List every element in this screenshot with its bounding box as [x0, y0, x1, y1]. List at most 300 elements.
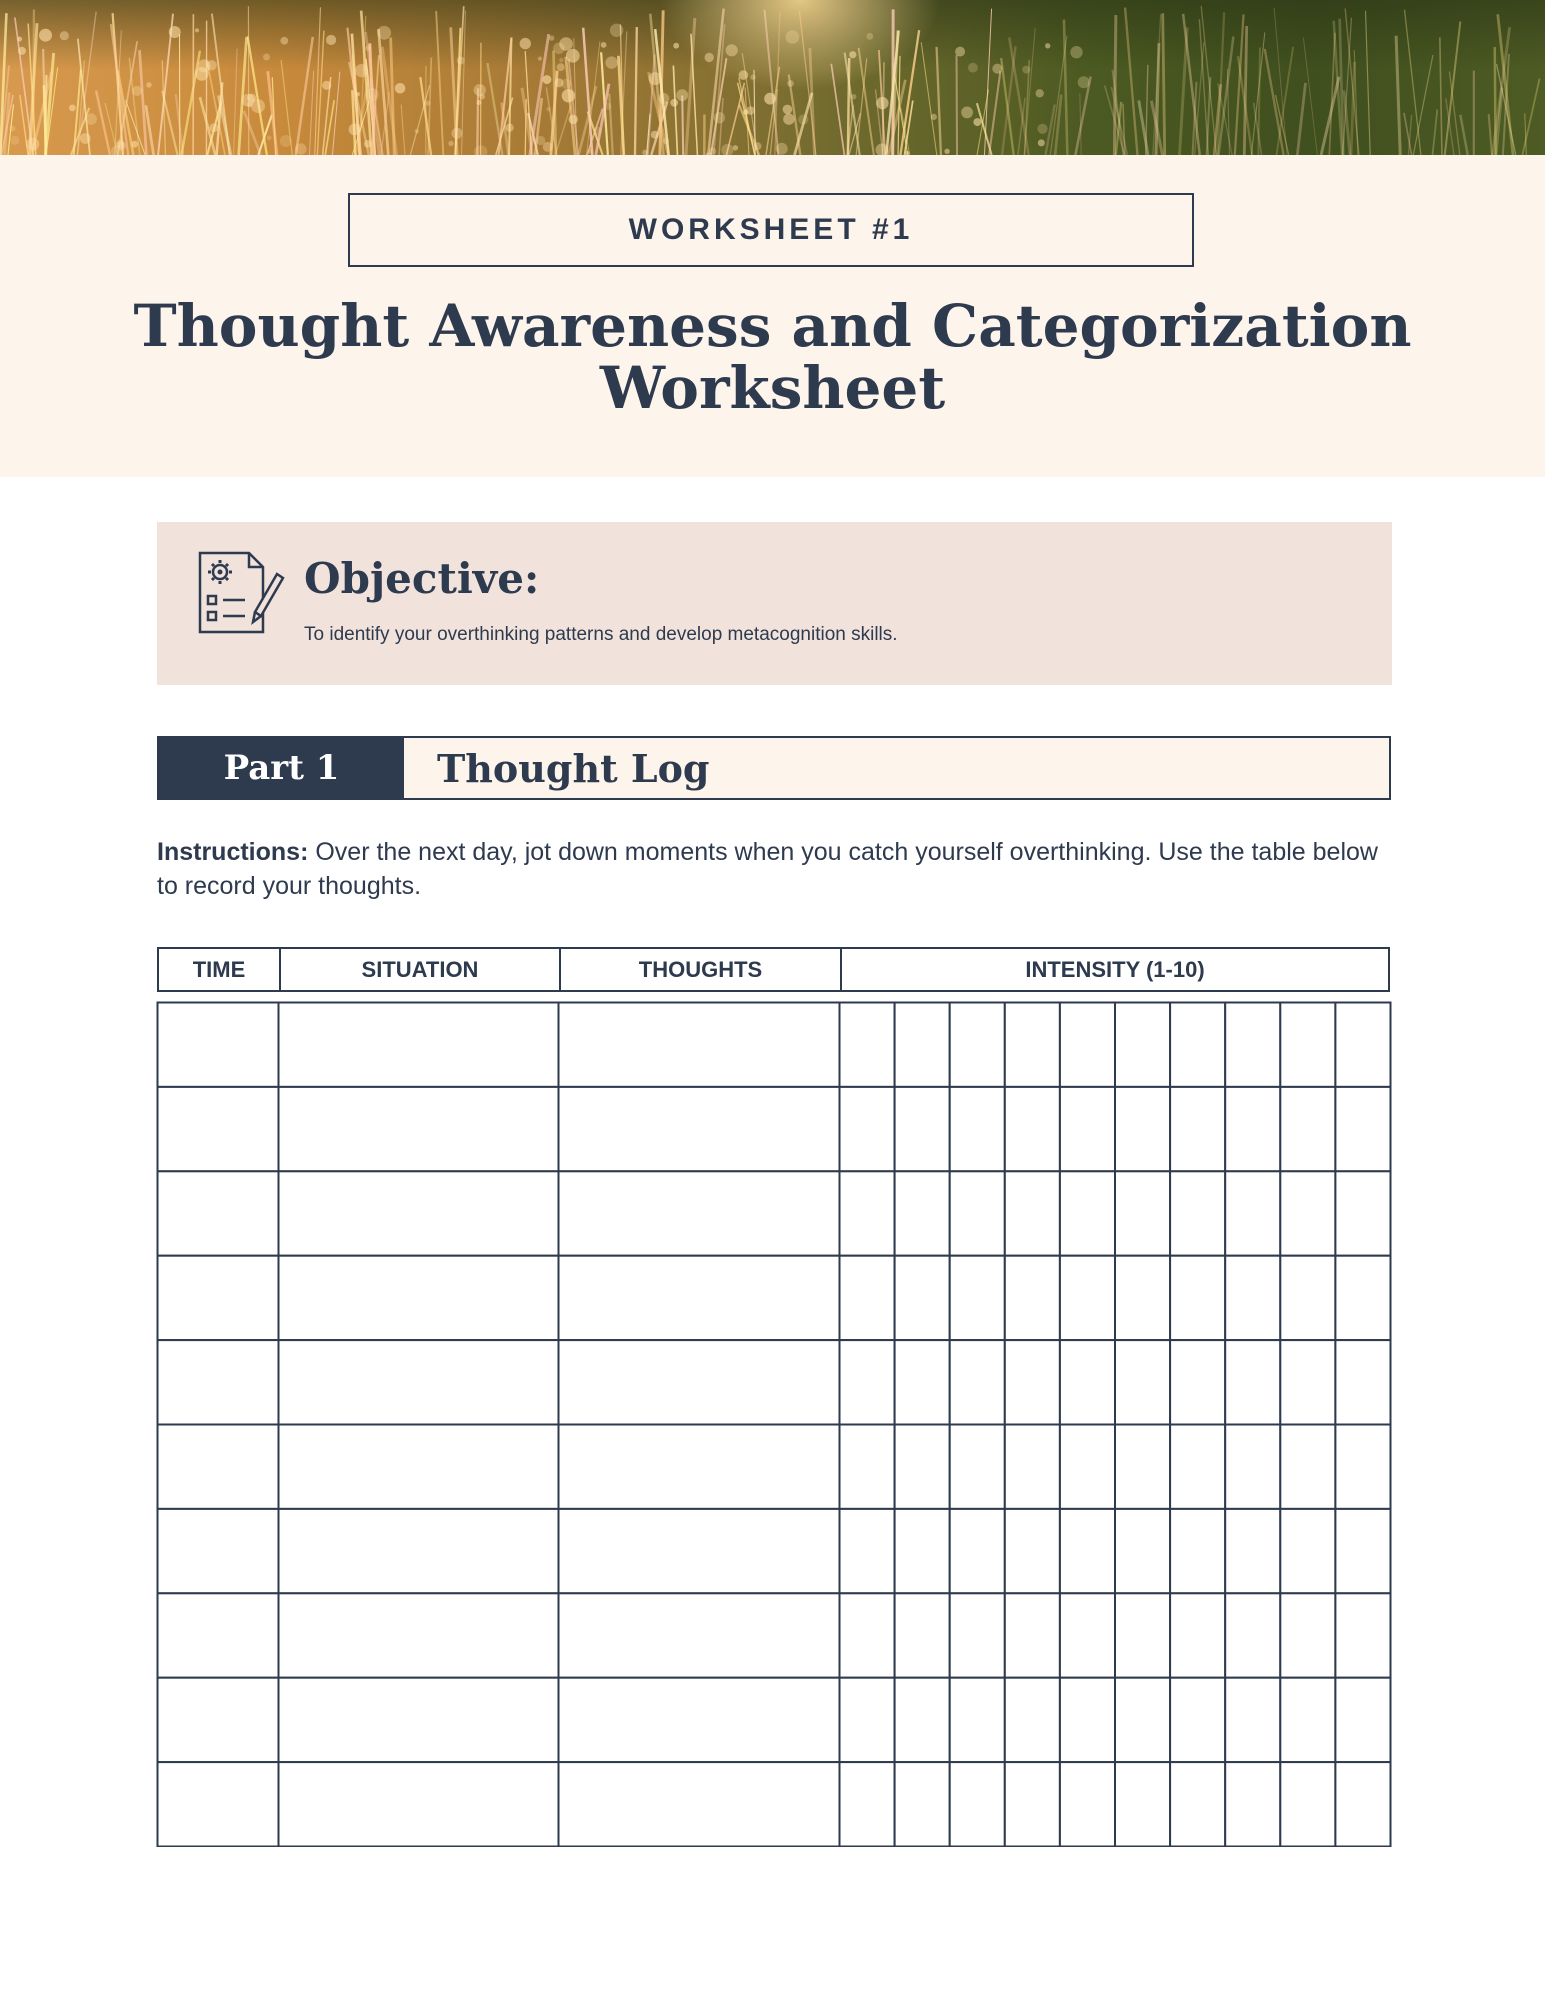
intensity-cell[interactable]	[1170, 1087, 1225, 1171]
situation-cell[interactable]	[279, 1593, 559, 1677]
thoughts-cell[interactable]	[559, 1425, 840, 1509]
grass-stroke	[315, 7, 321, 155]
intensity-cell[interactable]	[1225, 1762, 1280, 1846]
grass-stroke	[635, 27, 637, 155]
grass-seed-head	[1070, 46, 1082, 58]
grass-seed-head	[263, 54, 270, 61]
intensity-cell[interactable]	[1060, 1762, 1115, 1846]
grass-stroke	[1413, 55, 1433, 155]
grass-seed-head	[931, 114, 937, 120]
grass-stroke	[775, 11, 780, 155]
grass-stroke	[1125, 8, 1137, 155]
grass-seed-head	[377, 26, 391, 40]
grass-seed-head	[786, 30, 800, 44]
grass-seed-head	[146, 82, 151, 87]
grass-seed-head	[85, 113, 97, 125]
grass-seed-head	[206, 60, 216, 70]
title-line-1: Thought Awareness and Categorization	[133, 292, 1412, 360]
intensity-cell[interactable]	[1335, 1003, 1390, 1087]
intensity-cell[interactable]	[1280, 1678, 1335, 1762]
grass-stroke	[831, 64, 844, 155]
grass-stroke	[1525, 113, 1527, 155]
intensity-cell[interactable]	[840, 1003, 895, 1087]
grass-stroke	[401, 104, 405, 155]
objective-text: To identify your overthinking patterns and develop metacognition skills.	[304, 624, 898, 645]
grass-seed-head	[1022, 66, 1030, 74]
grass-seed-head	[787, 80, 794, 87]
situation-cell[interactable]	[279, 1087, 559, 1171]
intensity-cell[interactable]	[950, 1678, 1005, 1762]
intensity-cell[interactable]	[1170, 1256, 1225, 1340]
grass-stroke	[1002, 46, 1015, 155]
intensity-cell[interactable]	[1005, 1087, 1060, 1171]
grass-stroke	[848, 58, 849, 155]
intensity-cell[interactable]	[1335, 1256, 1390, 1340]
grass-seed-head	[849, 51, 856, 58]
grass-seed-head	[705, 53, 714, 62]
intensity-cell[interactable]	[1060, 1678, 1115, 1762]
grass-seed-head	[505, 124, 513, 132]
grass-seed-head	[961, 107, 973, 119]
grass-field-image	[0, 0, 1545, 155]
intensity-cell[interactable]	[1225, 1003, 1280, 1087]
time-cell[interactable]	[158, 1509, 279, 1593]
intensity-cell[interactable]	[1005, 1509, 1060, 1593]
grass-seed-head	[195, 28, 199, 32]
intensity-cell[interactable]	[1335, 1509, 1390, 1593]
grass-seed-head	[649, 72, 662, 85]
intensity-cell[interactable]	[950, 1256, 1005, 1340]
grass-stroke	[332, 72, 339, 155]
grass-seed-head	[658, 93, 669, 104]
grass-stroke	[1024, 28, 1035, 155]
grass-seed-head	[474, 84, 486, 96]
grass-seed-head	[733, 145, 738, 150]
intensity-cell[interactable]	[1060, 1171, 1115, 1255]
intensity-cell[interactable]	[950, 1087, 1005, 1171]
thoughts-cell[interactable]	[559, 1003, 840, 1087]
intensity-cell[interactable]	[1170, 1425, 1225, 1509]
grass-stroke	[1055, 94, 1061, 155]
intensity-cell[interactable]	[1005, 1256, 1060, 1340]
intensity-cell[interactable]	[1060, 1003, 1115, 1087]
grass-seed-head	[451, 128, 462, 139]
worksheet-label: WORKSHEET #1	[348, 193, 1194, 267]
part-label: Part 1	[159, 738, 404, 798]
intensity-cell[interactable]	[1115, 1340, 1170, 1424]
intensity-cell[interactable]	[1060, 1087, 1115, 1171]
grass-seed-head	[714, 112, 725, 123]
grass-seed-head	[26, 138, 39, 151]
grass-seed-head	[477, 100, 482, 105]
grass-seed-head	[169, 26, 181, 38]
grass-stroke	[648, 54, 655, 155]
grass-seed-head	[10, 136, 19, 145]
grass-stroke	[234, 48, 237, 155]
intensity-cell[interactable]	[1280, 1003, 1335, 1087]
intensity-cell[interactable]	[1005, 1003, 1060, 1087]
grass-stroke	[525, 99, 526, 155]
intensity-cell[interactable]	[895, 1003, 950, 1087]
intensity-cell[interactable]	[895, 1256, 950, 1340]
intensity-cell[interactable]	[1005, 1425, 1060, 1509]
instructions-label: Instructions:	[157, 838, 309, 866]
grass-seed-head	[60, 31, 69, 40]
grass-seed-head	[663, 138, 669, 144]
grass-seed-head	[955, 47, 965, 57]
intensity-cell[interactable]	[1115, 1509, 1170, 1593]
intensity-cell[interactable]	[1115, 1425, 1170, 1509]
grass-seed-head	[851, 94, 856, 99]
situation-cell[interactable]	[279, 1762, 559, 1846]
intensity-cell[interactable]	[840, 1762, 895, 1846]
grass-seed-head	[968, 63, 978, 73]
intensity-cell[interactable]	[895, 1171, 950, 1255]
grass-stroke	[436, 11, 443, 155]
grass-stroke	[477, 88, 478, 155]
grass-stroke	[1303, 38, 1317, 155]
intensity-cell[interactable]	[1170, 1003, 1225, 1087]
thoughts-cell[interactable]	[559, 1593, 840, 1677]
grass-seed-head	[555, 78, 564, 87]
header-time: TIME	[159, 949, 281, 990]
intensity-cell[interactable]	[1115, 1762, 1170, 1846]
grass-stroke	[1244, 26, 1246, 155]
grass-seed-head	[557, 63, 565, 71]
thoughts-cell[interactable]	[559, 1762, 840, 1846]
intensity-cell[interactable]	[840, 1509, 895, 1593]
header-intensity: INTENSITY (1-10)	[1025, 956, 1205, 982]
grass-seed-head	[670, 99, 678, 107]
grass-seed-head	[754, 142, 762, 150]
intensity-cell[interactable]	[1170, 1171, 1225, 1255]
grass-stroke	[181, 51, 199, 155]
grass-stroke	[989, 71, 1000, 155]
intensity-cell[interactable]	[1170, 1509, 1225, 1593]
grass-seed-head	[783, 113, 794, 124]
time-cell[interactable]	[158, 1340, 279, 1424]
grass-stroke	[1449, 71, 1459, 155]
time-cell[interactable]	[158, 1087, 279, 1171]
grass-seed-head	[69, 105, 76, 112]
intensity-cell[interactable]	[895, 1425, 950, 1509]
grass-stroke	[1460, 115, 1467, 155]
intensity-cell[interactable]	[1225, 1340, 1280, 1424]
situation-cell[interactable]	[279, 1340, 559, 1424]
intensity-cell[interactable]	[1225, 1256, 1280, 1340]
intensity-cell[interactable]	[840, 1256, 895, 1340]
intensity-cell[interactable]	[1115, 1678, 1170, 1762]
grass-seed-head	[295, 143, 306, 154]
intensity-cell[interactable]	[1335, 1425, 1390, 1509]
grass-seed-head	[739, 70, 749, 80]
intensity-cell[interactable]	[1225, 1425, 1280, 1509]
grass-stroke	[719, 98, 723, 155]
grass-seed-head	[1038, 139, 1045, 146]
grass-stroke	[1080, 93, 1081, 155]
grass-seed-head	[559, 58, 563, 62]
thoughts-cell[interactable]	[559, 1678, 840, 1762]
grass-seed-head	[726, 44, 738, 56]
grass-seed-head	[798, 114, 808, 124]
grass-seed-head	[17, 37, 22, 42]
grass-seed-head	[764, 93, 776, 105]
grass-seed-head	[132, 86, 142, 96]
intensity-cell[interactable]	[895, 1509, 950, 1593]
thoughts-cell[interactable]	[559, 1509, 840, 1593]
header-photo	[0, 0, 1545, 155]
title-line-2: Worksheet	[599, 354, 946, 422]
grass-seed-head	[549, 35, 554, 40]
grass-seed-head	[601, 42, 607, 48]
intensity-cell[interactable]	[950, 1171, 1005, 1255]
intensity-cell[interactable]	[1005, 1171, 1060, 1255]
grass-seed-head	[355, 92, 360, 97]
grass-seed-head	[750, 75, 755, 80]
grass-seed-head	[651, 131, 659, 139]
time-cell[interactable]	[158, 1425, 279, 1509]
intensity-cell[interactable]	[895, 1678, 950, 1762]
intensity-cell[interactable]	[895, 1087, 950, 1171]
intensity-cell[interactable]	[1060, 1593, 1115, 1677]
grass-seed-head	[538, 57, 542, 61]
intensity-cell[interactable]	[950, 1593, 1005, 1677]
grass-stroke	[244, 111, 261, 155]
intensity-cell[interactable]	[895, 1593, 950, 1677]
grass-seed-head	[673, 43, 679, 49]
intensity-cell[interactable]	[1060, 1425, 1115, 1509]
grass-stroke	[937, 47, 941, 155]
grass-seed-head	[1037, 124, 1047, 134]
intensity-cell[interactable]	[1280, 1087, 1335, 1171]
grass-stroke	[682, 96, 683, 155]
intensity-cell[interactable]	[1115, 1003, 1170, 1087]
checklist-document-icon	[197, 550, 287, 636]
intensity-cell[interactable]	[1335, 1678, 1390, 1762]
grass-stroke	[1396, 36, 1400, 155]
grass-seed-head	[569, 115, 578, 124]
time-cell[interactable]	[158, 1256, 279, 1340]
grass-stroke	[391, 37, 395, 155]
intensity-cell[interactable]	[895, 1340, 950, 1424]
situation-cell[interactable]	[279, 1171, 559, 1255]
grass-seed-head	[395, 83, 406, 94]
grass-seed-head	[743, 110, 748, 115]
intensity-cell[interactable]	[1280, 1340, 1335, 1424]
time-cell[interactable]	[158, 1678, 279, 1762]
grass-seed-head	[474, 145, 488, 155]
grass-seed-head	[593, 127, 602, 136]
grass-seed-head	[542, 75, 551, 84]
thoughts-cell[interactable]	[559, 1171, 840, 1255]
grass-seed-head	[280, 37, 288, 45]
grass-seed-head	[992, 64, 1002, 74]
grass-seed-head	[1036, 89, 1044, 97]
intensity-cell[interactable]	[1225, 1678, 1280, 1762]
grass-seed-head	[543, 142, 553, 152]
grass-seed-head	[566, 49, 580, 63]
objective-box	[157, 522, 1392, 685]
grass-stroke	[1265, 49, 1284, 155]
grass-seed-head	[326, 35, 336, 45]
grass-seed-head	[365, 88, 378, 101]
grass-seed-head	[280, 135, 292, 147]
grass-stroke	[1365, 11, 1370, 155]
intensity-cell[interactable]	[1170, 1678, 1225, 1762]
grass-seed-head	[559, 37, 573, 51]
situation-cell[interactable]	[279, 1003, 559, 1087]
intensity-cell[interactable]	[1225, 1509, 1280, 1593]
intensity-cell[interactable]	[1280, 1593, 1335, 1677]
intensity-cell[interactable]	[1280, 1171, 1335, 1255]
page-title	[100, 292, 1445, 422]
situation-cell[interactable]	[279, 1678, 559, 1762]
grass-seed-head	[10, 126, 16, 132]
grass-seed-head	[116, 140, 124, 148]
grass-seed-head	[242, 94, 255, 107]
situation-cell[interactable]	[279, 1256, 559, 1340]
intensity-cell[interactable]	[895, 1762, 950, 1846]
grass-stroke	[1050, 36, 1067, 155]
intensity-cell[interactable]	[1060, 1509, 1115, 1593]
intensity-cell[interactable]	[1335, 1762, 1390, 1846]
grass-seed-head	[520, 38, 531, 49]
intensity-cell[interactable]	[950, 1003, 1005, 1087]
intensity-cell[interactable]	[1280, 1425, 1335, 1509]
part-header	[157, 736, 1391, 800]
grass-stroke	[609, 94, 612, 155]
grass-seed-head	[973, 118, 981, 126]
grass-seed-head	[676, 89, 688, 101]
table-header	[157, 947, 1390, 992]
intensity-cell[interactable]	[1060, 1256, 1115, 1340]
grass-seed-head	[349, 123, 361, 135]
thoughts-cell[interactable]	[559, 1087, 840, 1171]
intensity-cell[interactable]	[840, 1678, 895, 1762]
grass-seed-head	[876, 97, 888, 109]
grass-seed-head	[414, 129, 419, 134]
header-situation: SITUATION	[281, 949, 561, 990]
intensity-cell[interactable]	[840, 1087, 895, 1171]
grass-stroke	[1495, 47, 1496, 155]
intensity-cell[interactable]	[1225, 1593, 1280, 1677]
intensity-cell[interactable]	[1170, 1340, 1225, 1424]
instructions-text: Over the next day, jot down moments when you catch yourself overthinking. Use the table below to record your thoughts.	[157, 838, 1378, 900]
grass-stroke	[140, 50, 147, 155]
intensity-cell[interactable]	[950, 1762, 1005, 1846]
grass-stroke	[309, 71, 313, 155]
intensity-cell[interactable]	[1115, 1593, 1170, 1677]
intensity-cell[interactable]	[1115, 1171, 1170, 1255]
intensity-cell[interactable]	[950, 1425, 1005, 1509]
time-cell[interactable]	[158, 1003, 279, 1087]
intensity-cell[interactable]	[840, 1593, 895, 1677]
grass-seed-head	[588, 149, 593, 154]
grass-seed-head	[776, 143, 788, 155]
grass-seed-head	[457, 57, 465, 65]
instructions	[157, 835, 1397, 903]
grass-seed-head	[425, 101, 430, 106]
grass-seed-head	[562, 89, 575, 102]
intensity-cell[interactable]	[1005, 1593, 1060, 1677]
time-cell[interactable]	[158, 1762, 279, 1846]
grass-seed-head	[364, 140, 372, 148]
intensity-cell[interactable]	[840, 1171, 895, 1255]
grass-seed-head	[944, 149, 949, 154]
grass-seed-head	[1078, 76, 1090, 88]
grass-seed-head	[610, 24, 623, 37]
grass-seed-head	[448, 141, 453, 146]
grass-stroke	[1163, 13, 1165, 155]
intensity-cell[interactable]	[1335, 1087, 1390, 1171]
intensity-cell[interactable]	[950, 1340, 1005, 1424]
intensity-cell[interactable]	[1170, 1762, 1225, 1846]
thoughts-cell[interactable]	[559, 1256, 840, 1340]
objective-heading: Objective:	[304, 554, 540, 603]
grass-seed-head	[131, 141, 138, 148]
intensity-cell[interactable]	[1005, 1678, 1060, 1762]
intensity-cell[interactable]	[1335, 1171, 1390, 1255]
intensity-cell[interactable]	[1280, 1509, 1335, 1593]
intensity-cell[interactable]	[1060, 1340, 1115, 1424]
grass-seed-head	[721, 144, 733, 155]
grass-seed-head	[866, 33, 873, 40]
intensity-cell[interactable]	[1335, 1340, 1390, 1424]
grass-seed-head	[39, 29, 52, 42]
situation-cell[interactable]	[279, 1509, 559, 1593]
grass-stroke	[1297, 83, 1305, 155]
grass-seed-head	[80, 133, 91, 144]
intensity-cell[interactable]	[1225, 1171, 1280, 1255]
grass-seed-head	[365, 45, 371, 51]
situation-cell[interactable]	[279, 1425, 559, 1509]
grass-stroke	[96, 91, 110, 155]
intensity-cell[interactable]	[1115, 1087, 1170, 1171]
grass-seed-head	[18, 47, 26, 55]
grass-seed-head	[1045, 43, 1050, 48]
thoughts-cell[interactable]	[559, 1340, 840, 1424]
intensity-cell[interactable]	[1005, 1762, 1060, 1846]
intensity-cell[interactable]	[1335, 1593, 1390, 1677]
intensity-cell[interactable]	[1280, 1762, 1335, 1846]
grass-seed-head	[267, 135, 272, 140]
part-title: Thought Log	[437, 745, 710, 791]
grass-seed-head	[322, 81, 331, 90]
grass-stroke	[673, 66, 677, 155]
grass-stroke	[1207, 77, 1211, 155]
grass-stroke	[1440, 37, 1442, 155]
grass-seed-head	[783, 105, 793, 115]
time-cell[interactable]	[158, 1171, 279, 1255]
grass-seed-head	[546, 107, 550, 111]
intensity-cell[interactable]	[1005, 1340, 1060, 1424]
grass-stroke	[555, 107, 570, 155]
intensity-cell[interactable]	[950, 1509, 1005, 1593]
time-cell[interactable]	[158, 1593, 279, 1677]
intensity-cell[interactable]	[1225, 1087, 1280, 1171]
intensity-cell[interactable]	[840, 1425, 895, 1509]
grass-stroke	[74, 70, 81, 155]
thought-log-table	[156, 1001, 1392, 1852]
intensity-cell[interactable]	[1170, 1593, 1225, 1677]
intensity-cell[interactable]	[840, 1340, 895, 1424]
header-thoughts: THOUGHTS	[561, 949, 842, 990]
intensity-cell[interactable]	[1115, 1256, 1170, 1340]
intensity-cell[interactable]	[1280, 1256, 1335, 1340]
grass-stroke	[1489, 114, 1492, 155]
thought-log-grid	[156, 1001, 1392, 1847]
grass-stroke	[1433, 109, 1438, 155]
